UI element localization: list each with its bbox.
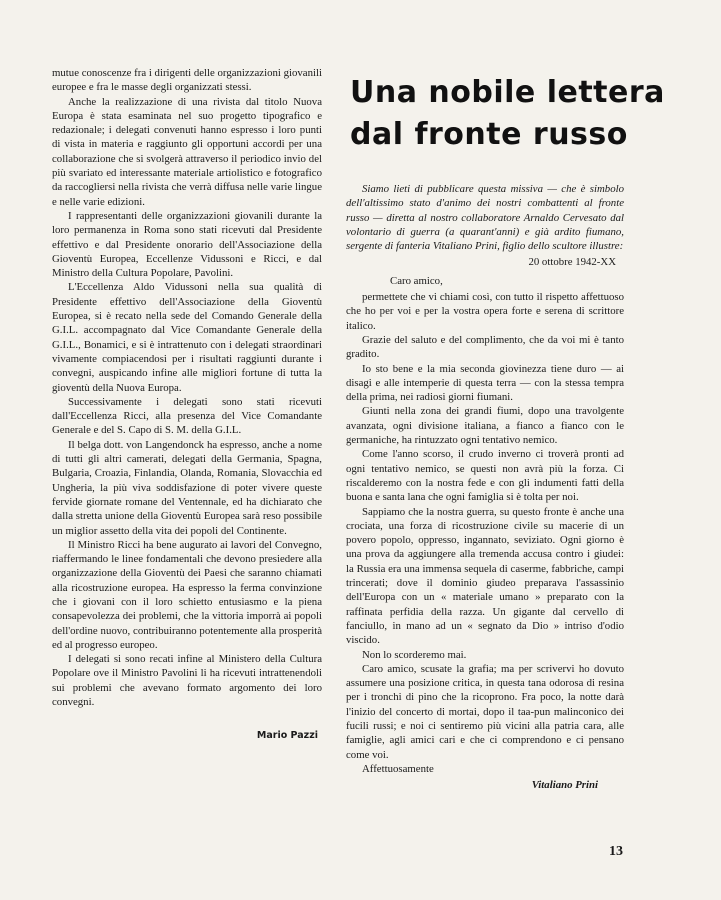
author-signature-right: Vitaliano Prini bbox=[531, 779, 598, 792]
letter-paragraph: Come l'anno scorso, il crudo inverno ci troverà pronti ad ogni tentativo nemico, se questi non avrà più la forza. Ci riscalderemo con la nostra fede e con gli indumenti fatti della buona e santa lana che ogni famiglia si è tolta per noi. bbox=[346, 448, 624, 504]
letter-paragraph: Caro amico, scusate la grafia; ma per scrivervi ho dovuto assumere una posizione critica, in questa tana odorosa di resina per i tronchi di pino che la ricoprono. Fra poco, la notte darà l'inizio del concerto di mortai, dopo il taa-pun malinconico dei fucili russi; e noi ci sentiremo più vicini alla patria cara, alle famiglie, agli amici cari e che ci comprendono e ci pensano come voi. bbox=[346, 662, 624, 761]
page-number: 13 bbox=[609, 844, 623, 859]
letter-paragraph: Giunti nella zona dei grandi fiumi, dopo una travolgente avanzata, ogni divisione italiana, a fianco a fianco con le germaniche, ha rintuzzato ogni tentativo nemico. bbox=[346, 405, 624, 447]
letter-paragraph: Io sto bene e la mia seconda giovinezza tiene duro — ai disagi e alle intemperie di questa terra — con la stessa tempra della prima, nei radiosi giorni fiumani. bbox=[346, 362, 624, 404]
letter-paragraph: Grazie del saluto e del complimento, che da voi mi è tanto gradito. bbox=[346, 333, 624, 361]
letter-salutation: Caro amico, bbox=[390, 274, 443, 287]
left-paragraph: I delegati si sono recati infine al Ministero della Cultura Popolare ove il Ministro Pavolini li ha ricevuti intrattenendoli sui problemi che avevano formato argomento dei loro convegni. bbox=[52, 653, 322, 709]
right-column bbox=[346, 66, 665, 792]
left-paragraph: Successivamente i delegati sono stati ricevuti dall'Eccellenza Ricci, alla presenza del Vice Comandante Generale e del S. Capo di S. M. della G.I.L. bbox=[52, 395, 322, 437]
author-signature-left: Mario Pazzi bbox=[256, 730, 318, 742]
letter-paragraph: Non lo scorderemo mai. bbox=[362, 648, 467, 661]
left-paragraph: Il Ministro Ricci ha bene augurato ai lavori del Convegno, riaffermando le linee fondamentali che devono presiedere alla organizzazione della Gioventù dei Paesi che saranno chiamati alla ricostruzione europea. Ha espresso la ferma convinzione che i giovani con il loro schietto entusiasmo e la piena consapevolezza dei problemi, che la vittoria imporrà ai popoli dell'ordine nuovo, contribuiranno potentemente alla prosperità ed al progresso europeo. bbox=[52, 538, 322, 651]
article-headline bbox=[350, 72, 665, 156]
headline-line-2: dal fronte russo bbox=[350, 117, 628, 152]
left-paragraph: Anche la realizzazione di una rivista dal titolo Nuova Europa è stata esaminata nel suo progetto tipografico e redazionale; i delegati convenuti hanno espresso i loro punti di vista in materia e raggiunto gli opportuni accordi per una collaborazione che si svolgerà attraverso il periodico invio del più svariato ed interessante materiale artiolistico e fotografico da raccogliersi nella rivista che verrà diffusa nelle varie lingue e nelle varie edizioni. bbox=[52, 95, 322, 208]
left-paragraph: Il belga dott. von Langendonck ha espresso, anche a nome di tutti gli altri camerati, delegati della Germania, Spagna, Bulgaria, Croazia, Finlandia, Olanda, Romania, Slovacchia ed Ungheria, la più viva soddisfazione di poter vivere queste fervide giornate romane del Ventennale, ed ha dichiarato che dalla stretta unione della Gioventù Europea sarà reso possibile un miglior assetto della vita dei popoli del Continente. bbox=[52, 438, 322, 537]
letter-date: 20 ottobre 1942-XX bbox=[528, 256, 616, 269]
headline-line-1: Una nobile lettera bbox=[350, 75, 665, 110]
letter-paragraph: Sappiamo che la nostra guerra, su questo fronte è anche una crociata, una forza di ricostruzione civile su macerie di un povero popolo, oppresso, ingannato, seviziato. Ogni giorno è una prova da aggiungere alla tremenda accusa contro i giudei: la Russia era una immensa sequela di caserme, fabbriche, campi trincerati; dove il dominio giudeo preparava l'assassinio dell'Europa con un « materiale umano » preparato con la raffinata perfidia della razza. Un gigante dal cervello di fanciullo, in mano ad un « segnato da Dio » intriso d'odio viscido. bbox=[346, 505, 624, 647]
left-paragraph: L'Eccellenza Aldo Vidussoni nella sua qualità di Presidente effettivo dell'Associazione della Gioventù Europea, si è recato nella sede del Comando Generale della G.I.L. accompagnato dal Vice Comandante Generale della G.I.L., Bonamici, e si è intrattenuto con i delegati straordinari vivamente compiacendosi per i risultati raggiunti durante i convegni, auspicando infine alle migliori fortune di tutta la gioventù della Nuova Europa. bbox=[52, 281, 322, 394]
letter-closing: Affettuosamente bbox=[362, 762, 434, 775]
editorial-intro: Siamo lieti di pubblicare questa missiva — che è simbolo dell'altissimo stato d'animo dei nostri combattenti al fronte russo — diretta al nostro collaboratore Arnaldo Cervesato dal volontario di guerra (a quarant'anni) e già ardito fiumano, sergente di fanteria Vitaliano Prini, figlio dello scultore illustre: bbox=[346, 183, 624, 253]
left-paragraph: mutue conoscenze fra i dirigenti delle organizzazioni giovanili europee e fra le masse degli organizzati stessi. bbox=[52, 67, 322, 94]
left-paragraph: I rappresentanti delle organizzazioni giovanili durante la loro permanenza in Roma sono stati ricevuti dal Presidente effettivo e dal Presidente onorario dell'Associazione della Gioventù Europea, Eccellenze Vidussoni e Ricci, e dal Ministro della Cultura Popolare, Pavolini. bbox=[52, 209, 322, 280]
letter-paragraph: permettete che vi chiami così, con tutto il rispetto affettuoso che ho per voi e per la vostra opera forte e serena di scrittore italico. bbox=[346, 291, 624, 332]
left-column bbox=[52, 66, 322, 744]
